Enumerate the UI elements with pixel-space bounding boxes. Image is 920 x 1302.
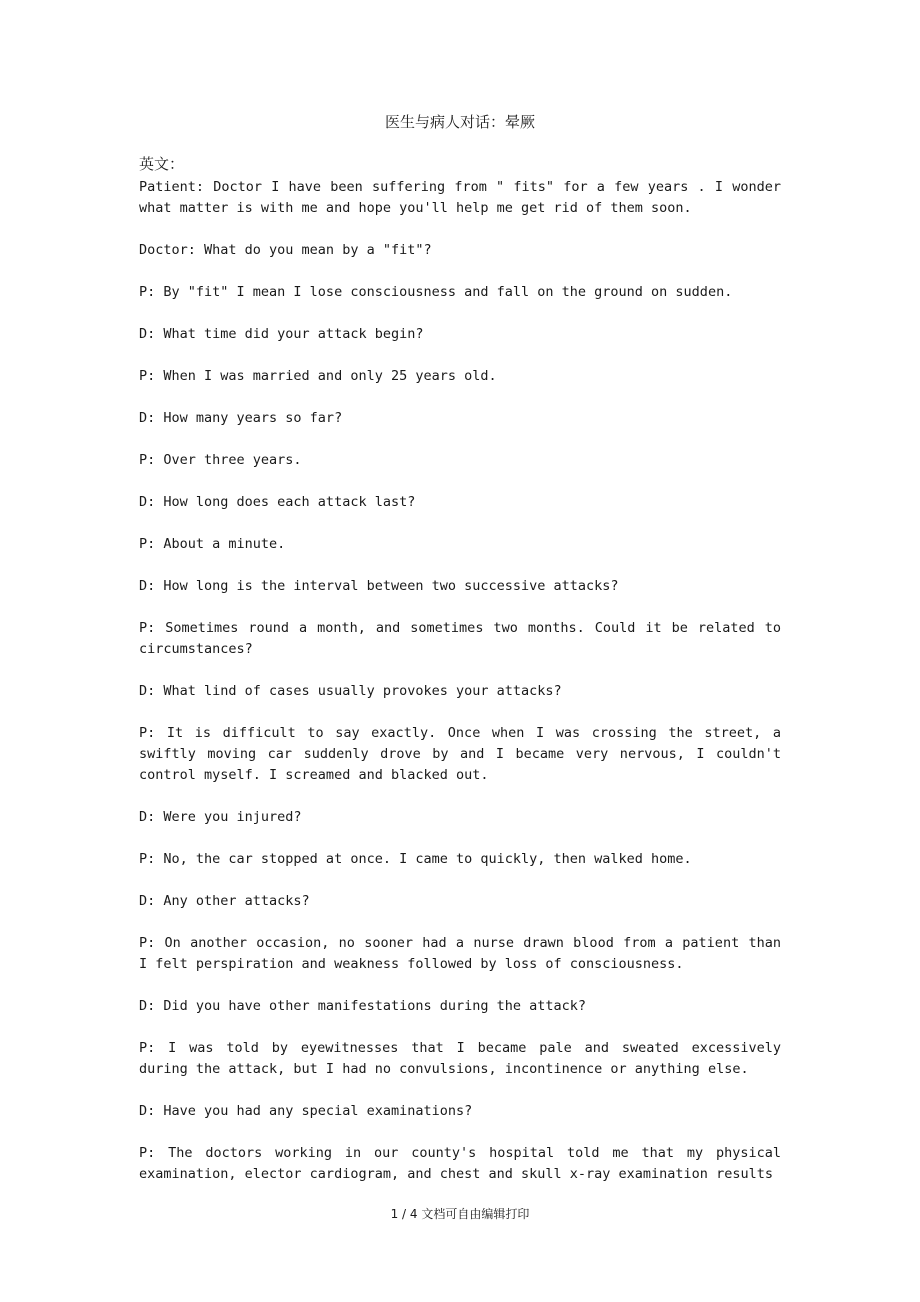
dialogue-paragraph: D: How long does each attack last? [139, 494, 416, 510]
dialogue-paragraph: P: It is difficult to say exactly. Once when I was crossing the street, a swiftly moving car suddenly drove by and I became very nervous, I couldn't control myself. I screamed and blacked out. [139, 725, 781, 783]
dialogue-paragraph: P: No, the car stopped at once. I came to quickly, then walked home. [139, 851, 692, 867]
dialogue-paragraph: P: About a minute. [139, 536, 286, 552]
dialogue-paragraph: P: The doctors working in our county's hospital told me that my physical examination, elector cardiogram, and chest and skull x-ray examination results [139, 1145, 781, 1182]
dialogue-paragraph: D: How many years so far? [139, 410, 343, 426]
dialogue-body [139, 177, 781, 1206]
page-footer: 1 / 4 文档可自由编辑打印 [390, 1207, 530, 1221]
dialogue-paragraph: D: Any other attacks? [139, 893, 310, 909]
dialogue-paragraph: P: Sometimes round a month, and sometimes two months. Could it be related to circumstances? [139, 620, 781, 657]
document-title: 医生与病人对话：晕厥 [384, 113, 535, 131]
dialogue-paragraph: P: I was told by eyewitnesses that I became pale and sweated excessively during the attack, but I had no convulsions, incontinence or anything else. [139, 1040, 781, 1077]
section-label: 英文： [139, 155, 185, 173]
dialogue-paragraph: Patient: Doctor I have been suffering from " fits" for a few years . I wonder what matter is with me and hope you'll help me get rid of them soon. [139, 179, 781, 216]
dialogue-paragraph: D: Were you injured? [139, 809, 302, 825]
dialogue-paragraph: D: What lind of cases usually provokes your attacks? [139, 683, 562, 699]
dialogue-paragraph: P: On another occasion, no sooner had a nurse drawn blood from a patient than I felt perspiration and weakness followed by loss of consciousness. [139, 935, 781, 972]
dialogue-paragraph: D: Did you have other manifestations during the attack? [139, 998, 587, 1014]
dialogue-paragraph: D: What time did your attack begin? [139, 326, 424, 342]
dialogue-paragraph: P: When I was married and only 25 years old. [139, 368, 497, 384]
dialogue-paragraph: D: How long is the interval between two successive attacks? [139, 578, 619, 594]
dialogue-paragraph: P: By "fit" I mean I lose consciousness and fall on the ground on sudden. [139, 284, 733, 300]
dialogue-paragraph: Doctor: What do you mean by a "fit"? [139, 242, 432, 258]
dialogue-paragraph: D: Have you had any special examinations? [139, 1103, 473, 1119]
dialogue-paragraph: P: Over three years. [139, 452, 302, 468]
